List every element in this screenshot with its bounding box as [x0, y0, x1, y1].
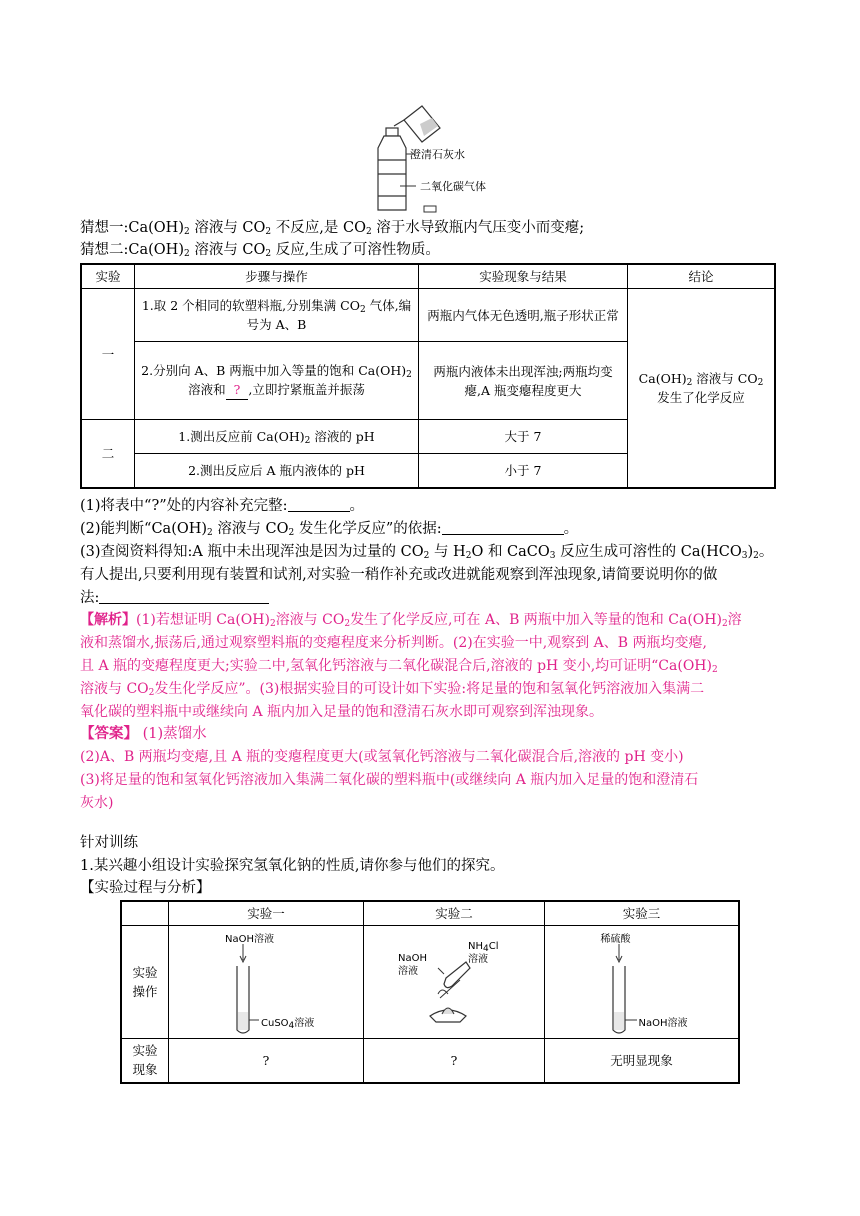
answer-line-2: (2)A、B 两瓶均变瘪,且 A 瓶的变瘪程度更大(或氢氧化钙溶液与二氧化碳混合后,溶液的 pH 变小) [80, 749, 684, 765]
analysis-line-5: 氧化碳的塑料瓶中或继续向 A 瓶内加入足量的饱和澄清石灰水即可观察到浑浊现象。 [80, 704, 604, 720]
exp1-operation-cell [169, 926, 364, 1039]
exp2-operation-cell [364, 926, 545, 1039]
step-cell: 2.测出反应后 A 瓶内液体的 pH [135, 454, 419, 488]
training-heading: 针对训练 [80, 835, 138, 851]
naoh-experiment-table [120, 900, 740, 1084]
heating-apparatus-icon [368, 926, 540, 1038]
table-row [81, 289, 775, 342]
exp2-nh4cl-label: $NH_4Cl$ 溶液 [468, 941, 499, 965]
question-3: (3)查阅资料得知:A 瓶中未出现浑浊是因为过量的 $CO_2$ 与 $H_2O$ 和 CaCO$_3$ 反应生成可溶性的 $Ca(HCO_3)_2$。 [80, 544, 774, 561]
result-cell: 两瓶内液体未出现浑浊;两瓶均变瘪,A 瓶变瘪程度更大 [419, 342, 628, 420]
exp1-cuso4-label: CuSO$_4$溶液 [261, 1018, 315, 1031]
training-question-1: 1.某兴趣小组设计实验探究氢氧化钠的性质,请你参与他们的探究。 [80, 858, 505, 874]
exp3-acid-label: 稀硫酸 [600, 934, 631, 945]
blank-answer: ? [226, 380, 249, 400]
exp1-naoh-label: NaOH溶液 [225, 934, 274, 945]
header-conclusion: 结论 [628, 264, 776, 289]
step-cell: 2.分别向 A、B 两瓶中加入等量的饱和 $Ca(OH)_2$ 溶液和 ? ,立即拧紧瓶盖并振荡 [135, 342, 419, 420]
result-cell: 小于 7 [419, 454, 628, 488]
analysis-tag: 【解析】 [80, 612, 136, 628]
table-row [121, 926, 739, 1039]
exp2-naoh-label: NaOH 溶液 [398, 953, 427, 977]
table-row [121, 1039, 739, 1083]
hypothesis-2: 猜想二$:Ca(OH)_2$ 溶液与 $CO_2$ 反应,生成了可溶性物质。 [80, 242, 440, 259]
header-steps: 步骤与操作 [135, 264, 419, 289]
header-exp2: 实验二 [364, 901, 545, 926]
question-2: (2)能判断“$Ca(OH)_2$ 溶液与 $CO_2$ 发生化学反应”的依据: 。 [80, 521, 579, 538]
training-section: 【实验过程与分析】 [80, 880, 211, 896]
row-label-phenomenon: 实验 现象 [121, 1039, 169, 1083]
row-label-operation: 实验 操作 [121, 926, 169, 1039]
header-exp3: 实验三 [545, 901, 740, 926]
exp3-naoh-label: NaOH溶液 [638, 1018, 688, 1029]
group-two: 二 [81, 420, 135, 488]
question-1: (1)将表中“?”处的内容补充完整: 。 [80, 498, 365, 514]
analysis-line-3: 且 A 瓶的变瘪程度更大;实验二中,氢氧化钙溶液与二氧化碳混合后,溶液的 pH 变小,均可证明“$Ca(OH)_2$ [80, 658, 718, 675]
answer-line-1: 【答案】 (1)蒸馏水 [80, 725, 207, 742]
answer-line-3: (3)将足量的饱和氢氧化钙溶液加入集满二氧化碳的塑料瓶中(或继续向 A 瓶内加入足量的饱和澄清石 [80, 772, 699, 788]
answer-tag: 【答案】 [80, 725, 138, 742]
analysis-line-4: 溶液与 $CO_2$发生化学反应”。(3)根据实验目的可设计如下实验:将足量的饱和氢氧化钙溶液加入集满二 [80, 681, 705, 698]
analysis-line-2: 液和蒸馏水,振荡后,通过观察塑料瓶的变瘪程度来分析判断。(2)在实验一中,观察到 A、B 两瓶均变瘪, [80, 635, 707, 651]
exp3-result: 无明显现象 [545, 1039, 740, 1083]
header-empty [121, 901, 169, 926]
experiment-table [80, 263, 776, 489]
hypothesis-1: 猜想一$:Ca(OH)_2$ 溶液与 $CO_2$ 不反应,是 $CO_2$ 溶于水导致瓶内气压变小而变瘪; [80, 220, 585, 237]
label-limewater: 澄清石灰水 [410, 148, 465, 161]
question-3-line2: 有人提出,只要利用现有装置和试剂,对实验一稍作补充或改进就能观察到浑浊现象,请简要说明你的做 [80, 567, 718, 583]
header-experiment: 实验 [81, 264, 135, 289]
group-one: 一 [81, 289, 135, 420]
exp3-operation-cell [545, 926, 740, 1039]
figure-bottle-experiment [360, 100, 520, 216]
step-cell: 1.测出反应前 $Ca(OH)_2$ 溶液的 pH [135, 420, 419, 454]
header-exp1: 实验一 [169, 901, 364, 926]
answer-line-4: 灰水) [80, 795, 114, 811]
question-3-line3: 法: [80, 587, 269, 609]
table-header-row [81, 264, 775, 289]
exp1-result: ? [169, 1039, 364, 1083]
conclusion-cell: $Ca(OH)_2$ 溶液与 $CO_2$ 发生了化学反应 [628, 289, 776, 488]
analysis-line-1: 【解析】(1)若想证明 $Ca(OH)_2$溶液与 $CO_2$发生了化学反应,可在 A、B 两瓶中加入等量的饱和 $Ca(OH)_2$溶 [80, 612, 742, 629]
exp2-result: ? [364, 1039, 545, 1083]
result-cell: 两瓶内气体无色透明,瓶子形状正常 [419, 289, 628, 342]
result-cell: 大于 7 [419, 420, 628, 454]
table-header-row [121, 901, 739, 926]
step-cell: 1.取 2 个相同的软塑料瓶,分别集满 $CO_2$ 气体,编号为 A、B [135, 289, 419, 342]
label-co2-gas: 二氧化碳气体 [420, 180, 486, 193]
header-results: 实验现象与结果 [419, 264, 628, 289]
